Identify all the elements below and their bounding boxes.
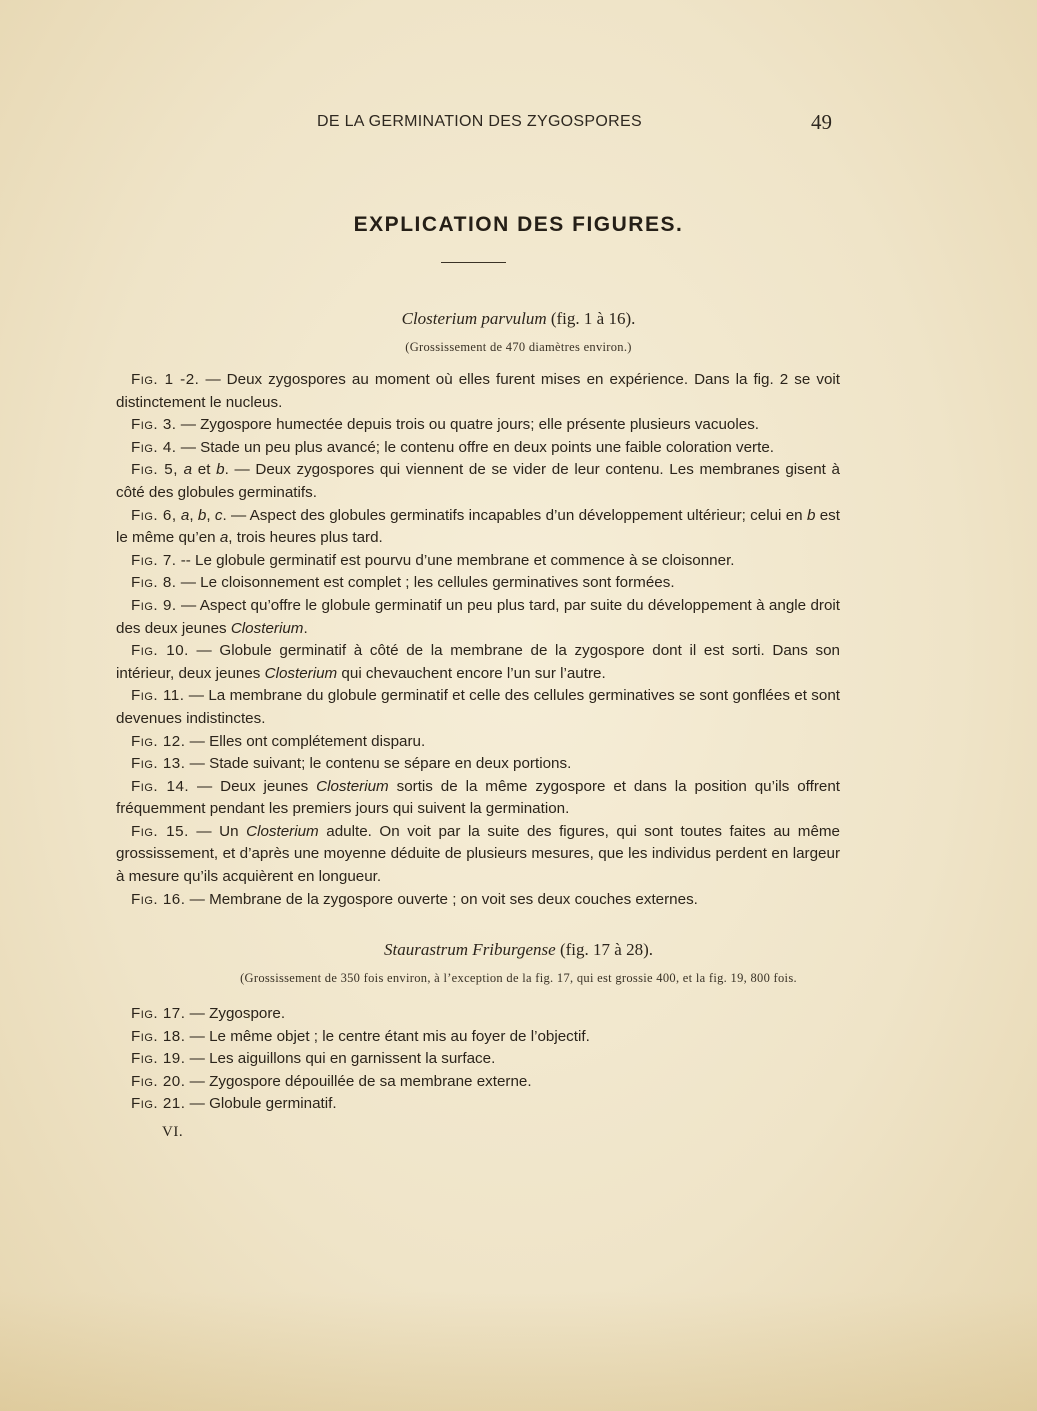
figure-entry <box>116 821 840 889</box>
figure-description: . — Deux zygospores qui viennent de se vider de leur contenu. Les membranes gisent à côté des globules germinatifs. <box>116 461 840 501</box>
figure-entry <box>116 1003 840 1026</box>
figure-description: , <box>206 506 215 524</box>
figure-entry <box>116 889 840 912</box>
figure-description: — Zygospore dépouillée de sa membrane externe. <box>185 1072 532 1090</box>
figure-entry <box>116 572 840 595</box>
figure-label: Fig. 3. <box>131 416 177 434</box>
magnification-note: (Grossissement de 350 fois environ, à l’exception de la fig. 17, qui est grossie 400, et la fig. 19, 800 fois. <box>240 971 797 985</box>
figure-entry <box>116 640 840 685</box>
figure-label: Fig. 18. <box>131 1027 186 1045</box>
figure-label: Fig. 9. <box>131 596 177 614</box>
italic-term: b <box>216 461 225 479</box>
figure-entry <box>116 595 840 640</box>
italic-term: b <box>806 506 816 524</box>
figure-entry <box>116 776 840 821</box>
figure-label: Fig. 17. <box>131 1005 186 1022</box>
genus-name: Closterium parvulum <box>401 309 547 328</box>
figure-description: — Globule germinatif. <box>185 1095 337 1113</box>
figure-range: (fig. 17 à 28). <box>559 940 653 959</box>
figure-entry <box>116 1026 840 1049</box>
section-heading-staurastrum <box>0 940 1037 960</box>
figure-description: — Stade un peu plus avancé; le contenu offre en deux points une faible coloration verte. <box>176 438 774 456</box>
figure-entry <box>116 369 840 414</box>
figure-description: — Stade suivant; le contenu se sépare en deux portions. <box>185 755 572 773</box>
figure-description: . <box>303 619 308 637</box>
figure-description: qui chevauchent encore l’un sur l’autre. <box>337 664 606 682</box>
figure-description: — Zygospore. <box>185 1005 286 1022</box>
figure-label: Fig. 6, <box>131 506 177 524</box>
italic-term: b <box>197 506 207 524</box>
figure-entry <box>116 1093 840 1116</box>
figure-description: sortis de la même zygospore et dans la position qu’ils offrent fréquemment pendant les premiers jours qui suivent la germination. <box>116 777 840 818</box>
figure-entry <box>116 1048 840 1071</box>
figure-entry <box>116 550 840 573</box>
figure-label: Fig. 8. <box>131 574 177 592</box>
italic-term: Closterium <box>246 822 319 840</box>
figure-entry <box>116 459 840 504</box>
figure-label: Fig. 21. <box>131 1095 186 1113</box>
figure-entry <box>116 731 840 754</box>
figure-label: Fig. 11. <box>131 687 185 705</box>
figure-description: , <box>189 506 198 524</box>
italic-term: a <box>219 529 229 547</box>
figure-description: . — Aspect des globules germinatifs incapables d’un développement ultérieur; celui en <box>222 506 807 524</box>
figure-description: — Aspect qu’offre le globule germinatif un peu plus tard, par suite du développement à angle droit des deux jeunes <box>116 596 841 637</box>
figure-description: — Globule germinatif à côté de la membrane de la zygospore dont il est sorti. Dans son intérieur, deux jeunes <box>116 642 840 682</box>
section-heading-closterium <box>0 309 1037 329</box>
figure-entry <box>116 753 840 776</box>
magnification-note: (Grossissement de 470 diamètres environ.) <box>405 340 632 354</box>
figure-list-staurastrum <box>116 1003 840 1116</box>
figure-description: — Le même objet ; le centre étant mis au foyer de l’objectif. <box>185 1027 590 1045</box>
figure-label: Fig. 13. <box>131 755 186 773</box>
figure-description: -- Le globule germinatif est pourvu d’une membrane et commence à se cloisonner. <box>176 551 735 569</box>
signature-mark: VI. <box>162 1124 184 1140</box>
figure-description: et <box>192 461 217 479</box>
figure-entry <box>116 685 840 730</box>
figure-label: Fig. 1 -2. <box>131 371 200 388</box>
title-rule <box>441 262 506 263</box>
italic-term: a <box>183 461 193 479</box>
figure-entry <box>116 414 840 437</box>
figure-description: — Les aiguillons qui en garnissent la surface. <box>185 1050 496 1068</box>
figure-list-closterium <box>116 369 840 911</box>
figure-description: adulte. On voit par la suite des figures, qui sont toutes faites au même grossissement, et d’après une moyenne déduite de plusieurs mesures, que les individus perdent en largeur à mesure qu’ils acquièrent en longueur. <box>116 822 840 886</box>
figure-label: Fig. 7. <box>131 551 177 569</box>
italic-term: c <box>214 506 223 524</box>
figure-label: Fig. 10. <box>131 642 189 660</box>
figure-label: Fig. 15. <box>131 822 189 840</box>
figure-description: — Deux zygospores au moment où elles furent mises en expérience. Dans la fig. 2 se voit distinctement le nucleus. <box>116 371 840 411</box>
figure-description: — La membrane du globule germinatif et celle des cellules germinatives se sont gonflées et sont devenues indistinctes. <box>116 687 840 727</box>
figure-label: Fig. 20. <box>131 1072 186 1090</box>
figure-label: Fig. 19. <box>131 1050 186 1068</box>
figure-entry <box>116 437 840 460</box>
genus-name: Staurastrum Friburgense <box>383 940 556 959</box>
figure-description: — Deux jeunes <box>189 777 317 795</box>
figure-description: — Un <box>188 822 247 840</box>
figure-label: Fig. 5, <box>131 461 178 479</box>
figure-range: (fig. 1 à 16). <box>550 309 636 328</box>
figure-description: — Le cloisonnement est complet ; les cellules germinatives sont formées. <box>176 574 675 592</box>
figure-description: — Zygospore humectée depuis trois ou quatre jours; elle présente plusieurs vacuoles. <box>176 416 760 434</box>
figure-label: Fig. 14. <box>131 777 190 795</box>
figure-entry <box>116 1071 840 1094</box>
figure-description: — Elles ont complétement disparu. <box>185 732 426 750</box>
italic-term: a <box>180 506 190 524</box>
italic-term: Closterium <box>264 664 338 682</box>
running-head <box>0 110 1037 135</box>
running-title: DE LA GERMINATION DES ZYGOSPORES <box>317 113 642 130</box>
paper-stain <box>0 1291 1037 1411</box>
italic-term: Closterium <box>316 777 389 795</box>
figure-description: est le même qu’en <box>116 506 840 547</box>
figure-description: — Membrane de la zygospore ouverte ; on voit ses deux couches externes. <box>185 890 698 908</box>
figure-label: Fig. 12. <box>131 732 186 750</box>
page-title: EXPLICATION DES FIGURES. <box>353 213 684 236</box>
figure-label: Fig. 16. <box>131 890 186 908</box>
page-number: 49 <box>811 110 832 134</box>
italic-term: Closterium <box>230 619 304 637</box>
figure-label: Fig. 4. <box>131 438 177 456</box>
figure-description: , trois heures plus tard. <box>228 529 383 547</box>
figure-entry <box>116 505 840 550</box>
